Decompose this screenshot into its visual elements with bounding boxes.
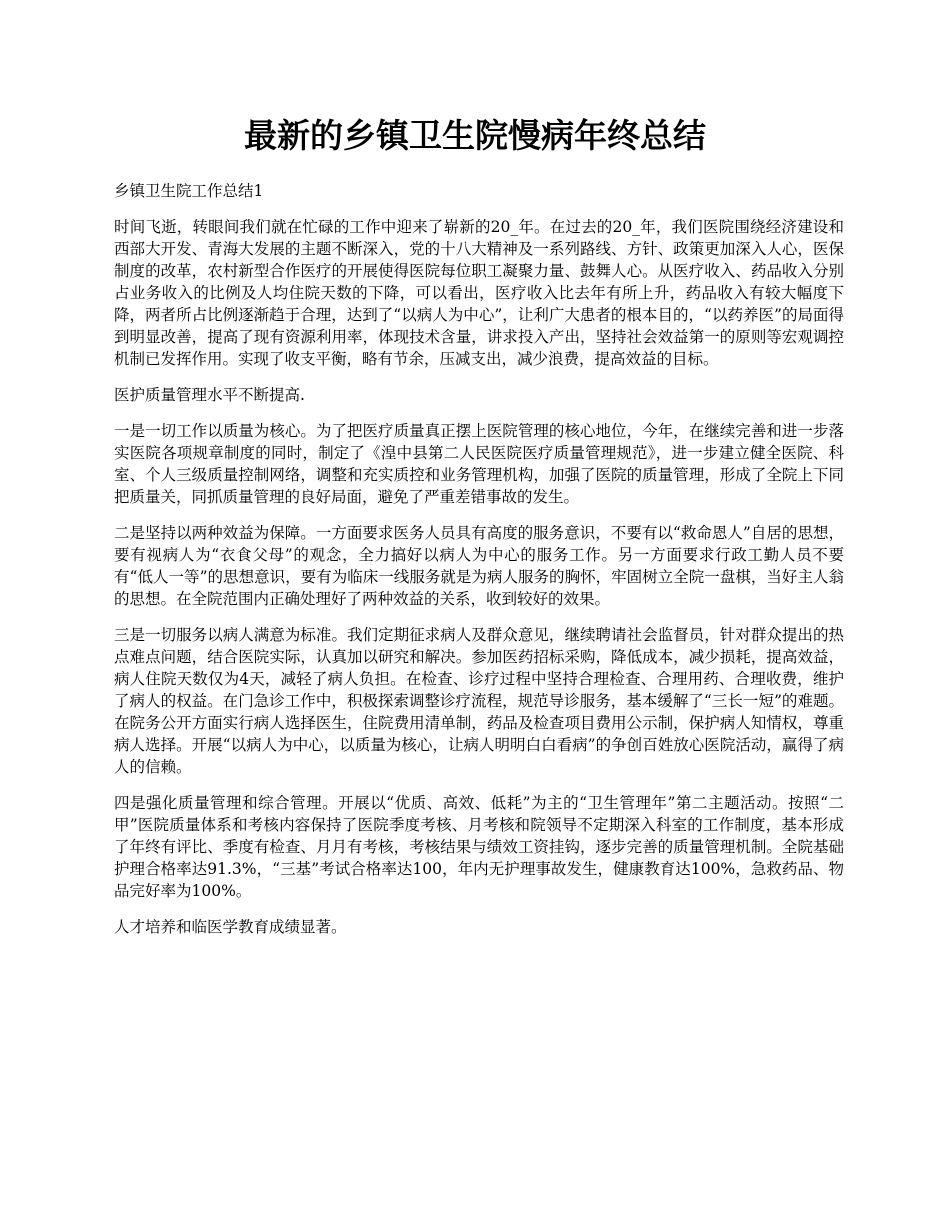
body-paragraph: 二是坚持以两种效益为保障。一方面要求医务人员具有高度的服务意识，不要有以“救命恩人”自居的思想，要有视病人为“衣食父母”的观念，全力搞好以病人为中心的服务工作。另一方面要求行政工勤人员不要有“低人一等”的思想意识，要有为临床一线服务就是为病人服务的胸怀，牢固树立全院一盘棋，当好主人翁的思想。在全院范围内正确处理好了两种效益的关系，收到较好的效果。 xyxy=(114,524,844,608)
body-paragraph: 三是一切服务以病人满意为标准。我们定期征求病人及群众意见，继续聘请社会监督员，针对群众提出的热点难点问题，结合医院实际，认真加以研究和解决。参加医药招标采购，降低成本，减少损耗，提高效益，病人住院天数仅为4天，减轻了病人负担。在检查、诊疗过程中坚持合理检查、合理用药、合理收费，维护了病人的权益。在门急诊工作中，积极探索调整诊疗流程，规范导诊服务，基本缓解了“三长一短”的难题。在院务公开方面实行病人选择医生，住院费用清单制，药品及检查项目费用公示制，保护病人知情权，尊重病人选择。开展“以病人为中心，以质量为核心，让病人明明白白看病”的争创百姓放心医院活动，赢得了病人的信赖。 xyxy=(114,626,844,776)
document-body xyxy=(114,180,844,952)
section-heading: 医护质量管理水平不断提高. xyxy=(114,386,305,404)
body-paragraph: 一是一切工作以质量为核心。为了把医疗质量真正摆上医院管理的核心地位，今年，在继续完善和进一步落实医院各项规章制度的同时，制定了《湟中县第二人民医院医疗质量管理规范》，进一步建立健全医院、科室、个人三级质量控制网络，调整和充实质控和业务管理机构，加强了医院的质量管理，形成了全院上下同把质量关，同抓质量管理的良好局面，避免了严重差错事故的发生。 xyxy=(114,422,844,506)
document-title: 最新的乡镇卫生院慢病年终总结 xyxy=(244,116,706,155)
section-heading: 乡镇卫生院工作总结1 xyxy=(114,182,264,200)
body-paragraph: 四是强化质量管理和综合管理。开展以“优质、高效、低耗”为主的“卫生管理年”第二主题活动。按照“二甲”医院质量体系和考核内容保持了医院季度考核、月考核和院领导不定期深入科室的工作制度，基本形成了年终有评比、季度有检查、月月有考核，考核结果与绩效工资挂钩，逐步完善的质量管理机制。全院基础护理合格率达91.3%，“三基”考试合格率达100，年内无护理事故发生，健康教育达100%，急救药品、物品完好率为100%。 xyxy=(114,794,844,900)
section-heading: 人才培养和临医学教育成绩显著。 xyxy=(114,918,347,936)
body-paragraph: 时间飞逝，转眼间我们就在忙碌的工作中迎来了崭新的20_年。在过去的20_年，我们医院围绕经济建设和西部大开发、青海大发展的主题不断深入，党的十八大精神及一系列路线、方针、政策更加深入人心，医保制度的改革，农村新型合作医疗的开展使得医院每位职工凝聚力量、鼓舞人心。从医疗收入、药品收入分别占业务收入的比例及人均住院天数的下降，可以看出，医疗收入比去年有所上升，药品收入有较大幅度下降，两者所占比例逐渐趋于合理，达到了“以病人为中心”，让利广大患者的根本目的，“以药养医”的局面得到明显改善，提高了现有资源利用率，体现技术含量，讲求投入产出，坚持社会效益第一的原则等宏观调控机制已发挥作用。实现了收支平衡，略有节余，压减支出，减少浪费，提高效益的目标。 xyxy=(114,218,844,368)
